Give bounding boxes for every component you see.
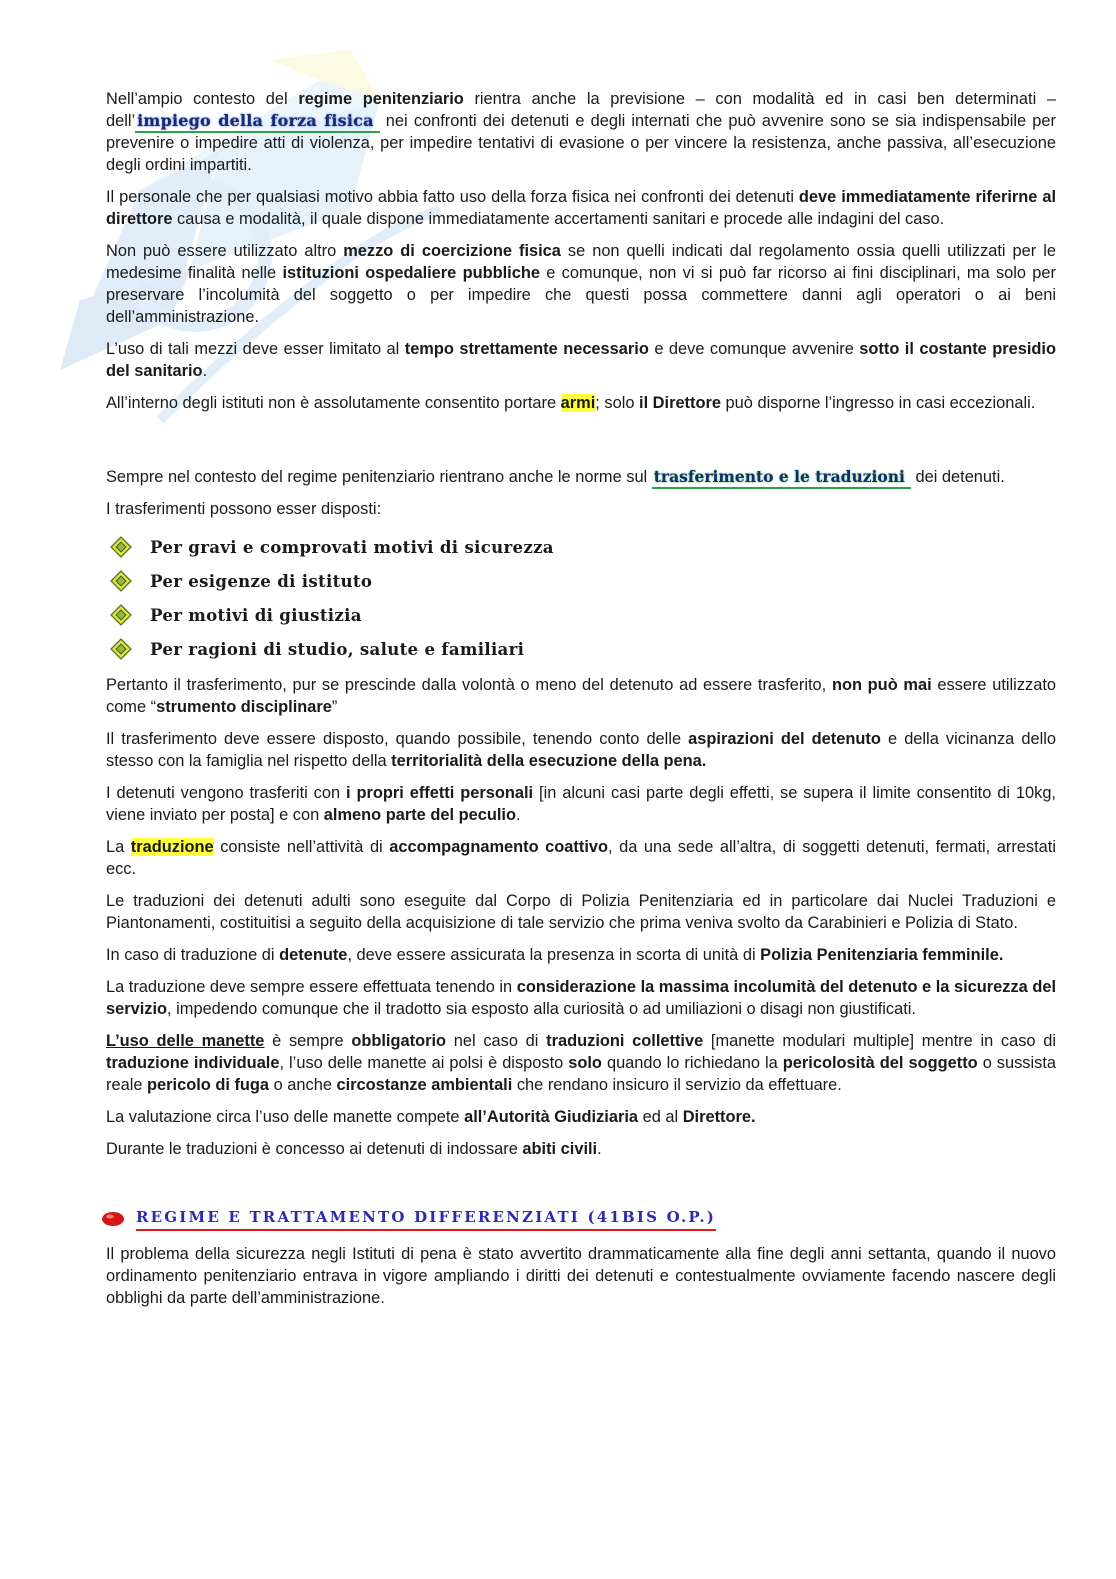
diamond-bullet-icon	[108, 602, 134, 628]
text: [in alcuni casi parte degli effetti, se supera il limite consentito di 10kg, viene inviato per posta] e con	[106, 784, 1056, 824]
bold-text: territorialità della esecuzione della pena.	[391, 752, 707, 770]
text: se non quelli indicati dal regolamento ossia quelli utilizzati per le medesime finalità nelle	[106, 242, 1056, 282]
bold-text: Direttore.	[682, 1108, 756, 1126]
paragraph-effetti-personali	[106, 782, 1056, 826]
bold-text: i propri effetti personali	[346, 784, 534, 802]
text: , l’uso delle manette ai polsi è disposto	[279, 1054, 569, 1072]
bold-text: accompagnamento coattivo	[389, 838, 609, 856]
paragraph-abiti-civili	[106, 1138, 1056, 1160]
bold-text: strumento disciplinare	[156, 698, 332, 716]
paragraph-coercizione	[106, 240, 1056, 328]
bold-text: sotto il costante presidio del sanitario	[106, 340, 1056, 380]
reasons-list	[106, 530, 1056, 666]
text: ”	[331, 698, 338, 716]
paragraph-detenute	[106, 944, 1056, 966]
list-item	[106, 598, 1056, 632]
text: è sempre	[264, 1032, 352, 1050]
text: rientra anche la previsione – con modalità ed in casi ben determinati – dell’	[106, 90, 1057, 130]
text: La	[106, 838, 131, 856]
text: quando lo richiedano la	[601, 1054, 783, 1072]
bold-text: considerazione la massima incolumità del detenuto e la sicurezza del servizio	[106, 978, 1056, 1018]
spacer	[106, 424, 1056, 466]
paragraph-personale	[106, 186, 1056, 230]
paragraph-nuclei-traduzioni: Le traduzioni dei detenuti adulti sono eseguite dal Corpo di Polizia Penitenziaria ed in particolare dai Nuclei Traduzioni e Piantonamenti, costituitisi a seguito della acquisizione di tale servizio che prima veniva svolto da Carabinieri e Polizia di Stato.	[106, 892, 1056, 932]
bold-text: aspirazioni del detenuto	[688, 730, 881, 748]
text: .	[202, 362, 208, 380]
bold-text: tempo strettamente necessario	[404, 340, 649, 358]
text: Sempre nel contesto del regime penitenziario rientrano anche le norme sul	[106, 468, 652, 486]
text: può disporne l’ingresso in casi eccezionali.	[721, 394, 1036, 412]
text: dei detenuti.	[910, 468, 1005, 486]
list-item	[106, 632, 1056, 666]
keyword-impiego-forza-fisica: impiego della forza fisica	[135, 111, 380, 133]
underlined-uso-manette: L’uso delle manette	[106, 1032, 265, 1050]
text: Nell’ampio contesto del	[106, 90, 299, 108]
bold-text: deve immediatamente riferirne al direttore	[106, 188, 1056, 228]
text: .	[597, 1140, 602, 1158]
paragraph-incolumita	[106, 976, 1056, 1020]
paragraph-trasferimento-intro	[106, 466, 1056, 488]
bold-text: all’Autorità Giudiziaria	[464, 1108, 639, 1126]
bold-text: Polizia Penitenziaria femminile.	[760, 946, 1004, 964]
paragraph-sicurezza-istituti: Il problema della sicurezza negli Istituti di pena è stato avvertito drammaticamente alla fine degli anni settanta, quando il nuovo ordinamento penitenziario entrava in vigore ampliando i diritti dei detenuti e contestualmente ovviamente facendo nascere degli obblighi da parte dell’amministrazione.	[106, 1245, 1056, 1307]
reason-label: Per ragioni di studio, salute e familiari	[150, 639, 525, 659]
text: ed al	[638, 1108, 683, 1126]
document-body	[106, 88, 1056, 1319]
reason-label: Per gravi e comprovati motivi di sicurezza	[150, 537, 554, 557]
bold-text: traduzione individuale	[106, 1054, 280, 1072]
bold-text: traduzioni collettive	[546, 1032, 704, 1050]
bold-text: circostanze ambientali	[336, 1076, 513, 1094]
paragraph-trasferimenti-disposti: I trasferimenti possono esser disposti:	[106, 500, 382, 518]
diamond-bullet-icon	[108, 568, 134, 594]
text: Pertanto il trasferimento, pur se prescinde dalla volontà o meno del detenuto ad essere trasferito,	[106, 676, 832, 694]
text: nei confronti dei detenuti e degli internati che può avvenire sono se sia indispensabile per prevenire o impedire atti di violenza, per impedire tentativi di evasione o per vincere la resistenza, anche passiva, all’esecuzione degli ordini impartiti.	[106, 112, 1056, 174]
bold-text: mezzo di coercizione fisica	[343, 242, 561, 260]
text: Il personale che per qualsiasi motivo abbia fatto uso della forza fisica nei confronti dei detenuti	[106, 188, 799, 206]
text: , deve essere assicurata la presenza in scorta di unità di	[347, 946, 761, 964]
section-title: REGIME E TRATTAMENTO DIFFERENZIATI (41BIS O.P.)	[136, 1206, 716, 1231]
text: o sussista reale	[106, 1054, 1057, 1094]
text: Il trasferimento deve essere disposto, quando possibile, tenendo conto delle	[106, 730, 689, 748]
bold-text: pericolosità del soggetto	[782, 1054, 978, 1072]
red-blob-bullet-icon	[100, 1209, 126, 1229]
list-item	[106, 530, 1056, 564]
text: causa e modalità, il quale dispone immediatamente accertamenti sanitari e procede alle indagini del caso.	[172, 210, 945, 228]
text: ; solo	[595, 394, 640, 412]
text: o anche	[269, 1076, 337, 1094]
paragraph-valutazione-manette	[106, 1106, 1056, 1128]
text: , impedendo comunque che il tradotto sia esposto alla curiosità o ad umiliazioni o disagi non giustificati.	[167, 1000, 916, 1018]
paragraph-forza-fisica	[106, 88, 1056, 176]
text: e comunque, non vi si può far ricorso ai fini disciplinari, ma solo per preservare l’incolumità del soggetto o per impedire che questi possa commettere danni agli operatori o ai beni dell’amministrazione.	[106, 264, 1056, 326]
text: L’uso di tali mezzi deve esser limitato al	[106, 340, 405, 358]
paragraph-aspirazioni	[106, 728, 1056, 772]
text: All’interno degli istituti non è assolutamente consentito portare	[106, 394, 561, 412]
text: La traduzione deve sempre essere effettuata tenendo in	[106, 978, 517, 996]
bold-text: istituzioni ospedaliere pubbliche	[282, 264, 540, 282]
keyword-trasferimento-traduzioni: trasferimento e le traduzioni	[652, 467, 911, 489]
bold-text: abiti civili	[522, 1140, 598, 1158]
bold-text: non può mai	[831, 676, 932, 694]
paragraph-uso-mezzi	[106, 338, 1056, 382]
text: Non può essere utilizzato altro	[106, 242, 344, 260]
list-item	[106, 564, 1056, 598]
bold-text: pericolo di fuga	[147, 1076, 270, 1094]
text: I detenuti vengono trasferiti con	[106, 784, 346, 802]
highlighted-traduzione: traduzione	[130, 838, 214, 856]
bold-text: obbligatorio	[351, 1032, 447, 1050]
text: , da una sede all’altra, di soggetti detenuti, fermati, arrestati ecc.	[106, 838, 1056, 878]
diamond-bullet-icon	[108, 534, 134, 560]
text: Durante le traduzioni è concesso ai detenuti di indossare	[106, 1140, 523, 1158]
bold-text: solo	[568, 1054, 602, 1072]
diamond-bullet-icon	[108, 636, 134, 662]
section-heading	[100, 1206, 1056, 1231]
paragraph-armi	[106, 392, 1056, 414]
text: essere utilizzato come “	[106, 676, 1056, 716]
bold-text: regime penitenziario	[298, 90, 464, 108]
text: La valutazione circa l’uso delle manette compete	[106, 1108, 465, 1126]
paragraph-manette	[106, 1030, 1056, 1096]
paragraph-traduzione-definizione	[106, 836, 1056, 880]
paragraph-strumento-disciplinare	[106, 674, 1056, 718]
highlighted-armi: armi	[560, 394, 596, 412]
text: e deve comunque avvenire	[648, 340, 860, 358]
bold-text: detenute	[279, 946, 348, 964]
reason-label: Per motivi di giustizia	[150, 605, 362, 625]
text: che rendano insicuro il servizio da effettuare.	[512, 1076, 842, 1094]
text: consiste nell’attività di	[213, 838, 390, 856]
text: [manette modulari multiple] mentre in caso di	[703, 1032, 1057, 1050]
bold-text: il Direttore	[639, 394, 721, 412]
text: .	[515, 806, 521, 824]
text: nel caso di	[446, 1032, 547, 1050]
reason-label: Per esigenze di istituto	[150, 571, 373, 591]
text: e della vicinanza dello stesso con la famiglia nel rispetto della	[106, 730, 1056, 770]
text: In caso di traduzione di	[106, 946, 280, 964]
bold-text: almeno parte del peculio	[323, 806, 516, 824]
